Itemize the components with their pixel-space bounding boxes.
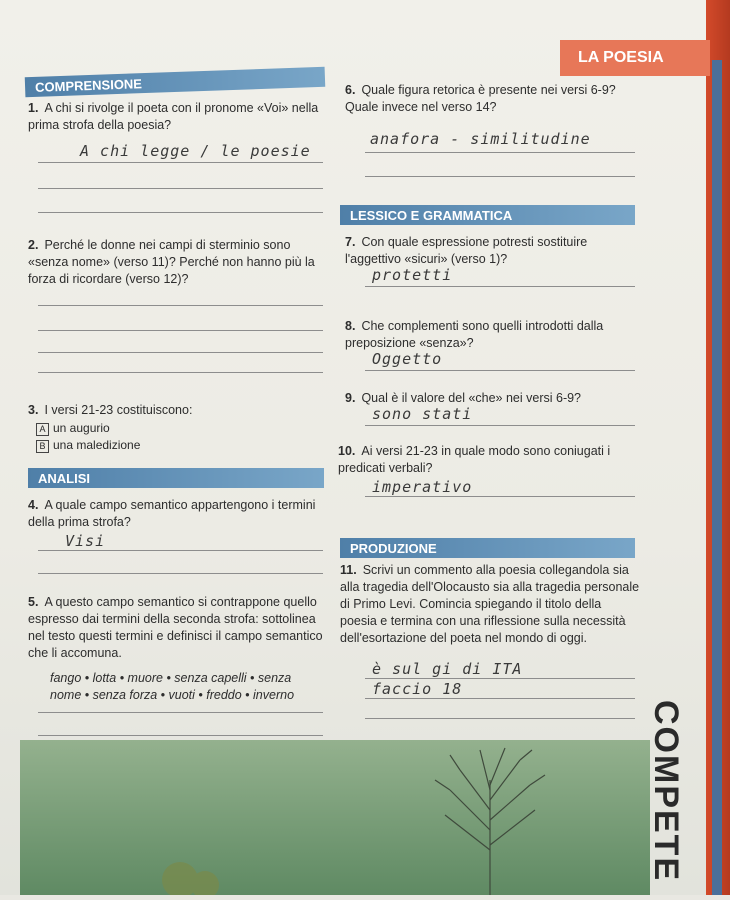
answer-line: [365, 678, 635, 679]
answer-9: sono stati: [372, 405, 473, 423]
answer-line: [38, 712, 323, 713]
question-4: 4. A quale campo semantico appartengono i termini della prima strofa?: [28, 498, 316, 529]
answer-line: [38, 162, 323, 163]
answer-line: [365, 152, 635, 153]
option-b[interactable]: B una maledizione: [36, 438, 140, 453]
answer-4: Visi: [65, 532, 106, 550]
answer-line: [365, 370, 635, 371]
tree-icon: [20, 740, 650, 895]
question-2: 2. Perché le donne nei campi di sterminio sono «senza nome» (verso 11)? Perché non hanno più la forza di ricordare (verso 12)?: [28, 238, 315, 286]
answer-line: [365, 496, 635, 497]
answer-line: [38, 573, 323, 574]
answer-line: [38, 550, 323, 551]
question-10: 10. Ai versi 21-23 in quale modo sono coniugati i predicati verbali?: [338, 444, 611, 475]
question-1: 1. A chi si rivolge il poeta con il pronome «Voi» nella prima strofa della poesia?: [28, 101, 319, 132]
answer-line: [38, 212, 323, 213]
answer-1: A chi legge / le poesie: [80, 142, 311, 160]
footer-illustration: [20, 740, 650, 895]
chapter-tab: LA POESIA: [560, 40, 710, 76]
question-7: 7. Con quale espressione potresti sostituire l'aggettivo «sicuri» (verso 1)?: [345, 235, 588, 266]
question-5: 5. A questo campo semantico si contrappone quello espresso dai termini della seconda strofa: sottolinea nel testo questi termini e definisci il campo semantico che li accomuna.: [28, 595, 323, 660]
section-produzione: PRODUZIONE: [340, 538, 635, 558]
answer-10: imperativo: [372, 478, 473, 496]
question-8: 8. Che complementi sono quelli introdotti dalla preposizione «senza»?: [345, 319, 604, 350]
answer-line: [38, 305, 323, 306]
question-3: 3. I versi 21-23 costituiscono:: [28, 403, 193, 417]
answer-line: [38, 188, 323, 189]
section-lessico: LESSICO E GRAMMATICA: [340, 205, 635, 225]
answer-line: [365, 425, 635, 426]
section-analisi: ANALISI: [28, 468, 324, 488]
side-label: COMPETE: [647, 700, 685, 883]
question-6: 6. Quale figura retorica è presente nei versi 6-9? Quale invece nel verso 14?: [345, 83, 616, 114]
checkbox-b[interactable]: B: [36, 440, 49, 453]
answer-line: [365, 698, 635, 699]
answer-line: [365, 176, 635, 177]
answer-11-line-2: faccio 18: [372, 680, 463, 698]
question-11: 11. Scrivi un commento alla poesia collegandola sia alla tragedia dell'Olocausto sia alla tragedia personale di Primo Levi. Comincia spiegando il titolo della poesia e termina con una riflessione sulla necessità dell'esortazione del poeta nel mondo di oggi.: [340, 563, 640, 645]
page-spine: [706, 0, 730, 895]
answer-line: [38, 735, 323, 736]
section-comprensione: COMPRENSIONE: [25, 67, 326, 97]
answer-6: anafora - similitudine: [370, 130, 591, 148]
question-9: 9. Qual è il valore del «che» nei versi 6-9?: [345, 391, 582, 405]
answer-11-line-1: è sul gi di ITA: [372, 660, 523, 678]
answer-line: [365, 286, 635, 287]
answer-line: [38, 352, 323, 353]
checkbox-a[interactable]: A: [36, 423, 49, 436]
answer-line: [38, 330, 323, 331]
answer-line: [38, 372, 323, 373]
semantic-terms: fango • lotta • muore • senza capelli • senza nome • senza forza • vuoti • freddo • inverno: [50, 671, 295, 702]
answer-8: Oggetto: [372, 350, 443, 368]
answer-line: [365, 718, 635, 719]
option-a[interactable]: A un augurio: [36, 421, 110, 436]
answer-7: protetti: [372, 266, 453, 284]
